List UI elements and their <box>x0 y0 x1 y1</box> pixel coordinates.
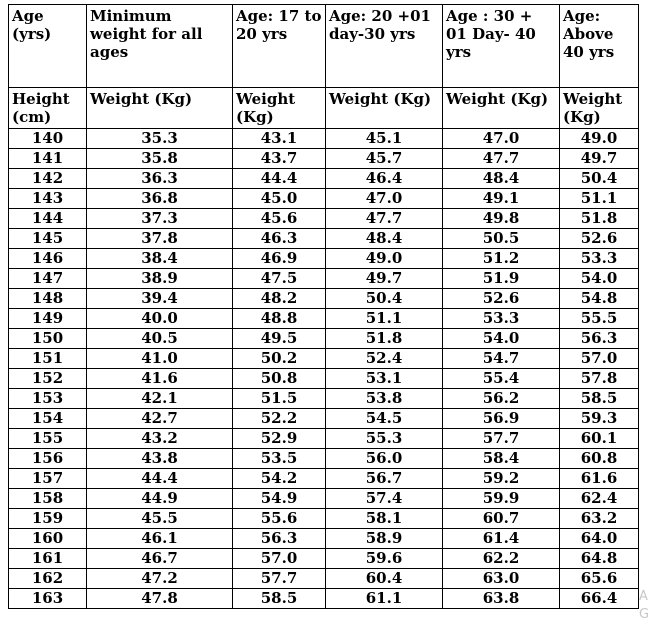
weight-30-40-cell: 47.0 <box>443 129 560 149</box>
table-row <box>9 329 639 349</box>
weight-17-20-cell: 54.9 <box>233 489 326 509</box>
weight-above-40-cell: 49.0 <box>560 129 639 149</box>
table-row <box>9 589 639 609</box>
weight-20-30-cell: 45.1 <box>326 129 443 149</box>
weight-above-40-cell: 64.0 <box>560 529 639 549</box>
weight-17-20-cell: 51.5 <box>233 389 326 409</box>
height-cell: 162 <box>9 569 87 589</box>
table-row <box>9 509 639 529</box>
weight-30-40-cell: 61.4 <box>443 529 560 549</box>
min-weight-cell: 36.3 <box>87 169 233 189</box>
weight-20-30-cell: 58.9 <box>326 529 443 549</box>
height-cell: 158 <box>9 489 87 509</box>
height-cell: 150 <box>9 329 87 349</box>
weight-20-30-cell: 50.4 <box>326 289 443 309</box>
weight-30-40-cell: 53.3 <box>443 309 560 329</box>
table-row <box>9 149 639 169</box>
min-weight-cell: 42.1 <box>87 389 233 409</box>
header-weight-kg: Weight (Kg) <box>326 88 443 129</box>
height-cell: 153 <box>9 389 87 409</box>
table-row <box>9 249 639 269</box>
header-age-yrs: Age (yrs) <box>9 5 87 88</box>
weight-17-20-cell: 44.4 <box>233 169 326 189</box>
weight-above-40-cell: 64.8 <box>560 549 639 569</box>
min-weight-cell: 35.8 <box>87 149 233 169</box>
min-weight-cell: 38.4 <box>87 249 233 269</box>
weight-30-40-cell: 54.7 <box>443 349 560 369</box>
weight-above-40-cell: 57.8 <box>560 369 639 389</box>
table-row <box>9 389 639 409</box>
weight-17-20-cell: 50.2 <box>233 349 326 369</box>
height-cell: 161 <box>9 549 87 569</box>
header-weight-kg: Weight (Kg) <box>443 88 560 129</box>
weight-20-30-cell: 51.1 <box>326 309 443 329</box>
weight-20-30-cell: 52.4 <box>326 349 443 369</box>
table-row <box>9 469 639 489</box>
height-cell: 143 <box>9 189 87 209</box>
weight-17-20-cell: 52.9 <box>233 429 326 449</box>
height-cell: 157 <box>9 469 87 489</box>
weight-30-40-cell: 54.0 <box>443 329 560 349</box>
weight-above-40-cell: 65.6 <box>560 569 639 589</box>
height-cell: 145 <box>9 229 87 249</box>
header-age-17-20: Age: 17 to 20 yrs <box>233 5 326 88</box>
weight-20-30-cell: 61.1 <box>326 589 443 609</box>
weight-20-30-cell: 53.8 <box>326 389 443 409</box>
min-weight-cell: 46.7 <box>87 549 233 569</box>
weight-above-40-cell: 58.5 <box>560 389 639 409</box>
min-weight-cell: 36.8 <box>87 189 233 209</box>
weight-above-40-cell: 59.3 <box>560 409 639 429</box>
weight-30-40-cell: 58.4 <box>443 449 560 469</box>
weight-17-20-cell: 48.2 <box>233 289 326 309</box>
height-cell: 144 <box>9 209 87 229</box>
weight-above-40-cell: 49.7 <box>560 149 639 169</box>
height-cell: 152 <box>9 369 87 389</box>
min-weight-cell: 43.2 <box>87 429 233 449</box>
table-row <box>9 449 639 469</box>
weight-30-40-cell: 57.7 <box>443 429 560 449</box>
min-weight-cell: 37.8 <box>87 229 233 249</box>
min-weight-cell: 39.4 <box>87 289 233 309</box>
weight-above-40-cell: 54.0 <box>560 269 639 289</box>
weight-above-40-cell: 62.4 <box>560 489 639 509</box>
weight-17-20-cell: 52.2 <box>233 409 326 429</box>
weight-above-40-cell: 60.8 <box>560 449 639 469</box>
weight-30-40-cell: 63.0 <box>443 569 560 589</box>
height-cell: 163 <box>9 589 87 609</box>
weight-30-40-cell: 63.8 <box>443 589 560 609</box>
weight-17-20-cell: 50.8 <box>233 369 326 389</box>
weight-above-40-cell: 55.5 <box>560 309 639 329</box>
header-weight-kg: Weight (Kg) <box>233 88 326 129</box>
unit-header-row <box>9 88 639 129</box>
weight-20-30-cell: 48.4 <box>326 229 443 249</box>
weight-20-30-cell: 49.0 <box>326 249 443 269</box>
weight-20-30-cell: 55.3 <box>326 429 443 449</box>
header-minimum-weight: Minimum weight for all ages <box>87 5 233 88</box>
table-row <box>9 569 639 589</box>
weight-20-30-cell: 47.7 <box>326 209 443 229</box>
min-weight-cell: 40.0 <box>87 309 233 329</box>
weight-30-40-cell: 60.7 <box>443 509 560 529</box>
watermark-text: A G <box>639 589 649 622</box>
weight-20-30-cell: 56.0 <box>326 449 443 469</box>
min-weight-cell: 43.8 <box>87 449 233 469</box>
min-weight-cell: 44.9 <box>87 489 233 509</box>
weight-30-40-cell: 52.6 <box>443 289 560 309</box>
weight-above-40-cell: 53.3 <box>560 249 639 269</box>
weight-30-40-cell: 56.9 <box>443 409 560 429</box>
weight-17-20-cell: 45.0 <box>233 189 326 209</box>
header-age-above-40: Age: Above 40 yrs <box>560 5 639 88</box>
table-row <box>9 309 639 329</box>
weight-17-20-cell: 58.5 <box>233 589 326 609</box>
weight-17-20-cell: 56.3 <box>233 529 326 549</box>
table-row <box>9 489 639 509</box>
header-age-30-40: Age : 30 + 01 Day- 40 yrs <box>443 5 560 88</box>
weight-above-40-cell: 52.6 <box>560 229 639 249</box>
weight-17-20-cell: 54.2 <box>233 469 326 489</box>
min-weight-cell: 40.5 <box>87 329 233 349</box>
weight-20-30-cell: 51.8 <box>326 329 443 349</box>
weight-17-20-cell: 46.3 <box>233 229 326 249</box>
table-row <box>9 529 639 549</box>
header-age-20-30: Age: 20 +01 day-30 yrs <box>326 5 443 88</box>
header-weight-kg: Weight (Kg) <box>560 88 639 129</box>
table-row <box>9 349 639 369</box>
weight-17-20-cell: 46.9 <box>233 249 326 269</box>
min-weight-cell: 38.9 <box>87 269 233 289</box>
weight-20-30-cell: 60.4 <box>326 569 443 589</box>
height-cell: 156 <box>9 449 87 469</box>
table-row <box>9 429 639 449</box>
weight-17-20-cell: 53.5 <box>233 449 326 469</box>
weight-above-40-cell: 54.8 <box>560 289 639 309</box>
weight-20-30-cell: 49.7 <box>326 269 443 289</box>
weight-17-20-cell: 45.6 <box>233 209 326 229</box>
weight-30-40-cell: 56.2 <box>443 389 560 409</box>
weight-above-40-cell: 61.6 <box>560 469 639 489</box>
header-weight-kg: Weight (Kg) <box>87 88 233 129</box>
weight-17-20-cell: 48.8 <box>233 309 326 329</box>
height-cell: 160 <box>9 529 87 549</box>
table-row <box>9 369 639 389</box>
weight-30-40-cell: 49.1 <box>443 189 560 209</box>
height-cell: 147 <box>9 269 87 289</box>
weight-20-30-cell: 47.0 <box>326 189 443 209</box>
weight-20-30-cell: 54.5 <box>326 409 443 429</box>
table-row <box>9 209 639 229</box>
weight-30-40-cell: 48.4 <box>443 169 560 189</box>
min-weight-cell: 42.7 <box>87 409 233 429</box>
weight-above-40-cell: 51.1 <box>560 189 639 209</box>
table-row <box>9 409 639 429</box>
min-weight-cell: 37.3 <box>87 209 233 229</box>
min-weight-cell: 47.2 <box>87 569 233 589</box>
height-cell: 151 <box>9 349 87 369</box>
table-row <box>9 549 639 569</box>
weight-20-30-cell: 45.7 <box>326 149 443 169</box>
weight-above-40-cell: 63.2 <box>560 509 639 529</box>
height-cell: 146 <box>9 249 87 269</box>
weight-30-40-cell: 59.2 <box>443 469 560 489</box>
height-cell: 140 <box>9 129 87 149</box>
min-weight-cell: 41.6 <box>87 369 233 389</box>
weight-30-40-cell: 49.8 <box>443 209 560 229</box>
min-weight-cell: 41.0 <box>87 349 233 369</box>
height-cell: 159 <box>9 509 87 529</box>
table-row <box>9 189 639 209</box>
weight-above-40-cell: 56.3 <box>560 329 639 349</box>
weight-17-20-cell: 57.0 <box>233 549 326 569</box>
min-weight-cell: 47.8 <box>87 589 233 609</box>
height-cell: 149 <box>9 309 87 329</box>
weight-above-40-cell: 57.0 <box>560 349 639 369</box>
header-height-cm: Height (cm) <box>9 88 87 129</box>
weight-20-30-cell: 56.7 <box>326 469 443 489</box>
table-row <box>9 289 639 309</box>
height-weight-table <box>8 4 639 609</box>
weight-20-30-cell: 57.4 <box>326 489 443 509</box>
weight-17-20-cell: 43.1 <box>233 129 326 149</box>
weight-above-40-cell: 51.8 <box>560 209 639 229</box>
table-row <box>9 269 639 289</box>
weight-17-20-cell: 49.5 <box>233 329 326 349</box>
weight-30-40-cell: 55.4 <box>443 369 560 389</box>
min-weight-cell: 46.1 <box>87 529 233 549</box>
height-cell: 155 <box>9 429 87 449</box>
weight-30-40-cell: 51.9 <box>443 269 560 289</box>
min-weight-cell: 44.4 <box>87 469 233 489</box>
weight-17-20-cell: 55.6 <box>233 509 326 529</box>
weight-17-20-cell: 43.7 <box>233 149 326 169</box>
weight-30-40-cell: 47.7 <box>443 149 560 169</box>
weight-30-40-cell: 62.2 <box>443 549 560 569</box>
weight-30-40-cell: 59.9 <box>443 489 560 509</box>
age-header-row <box>9 5 639 88</box>
height-cell: 142 <box>9 169 87 189</box>
table-row <box>9 229 639 249</box>
height-cell: 154 <box>9 409 87 429</box>
weight-20-30-cell: 46.4 <box>326 169 443 189</box>
min-weight-cell: 35.3 <box>87 129 233 149</box>
weight-17-20-cell: 57.7 <box>233 569 326 589</box>
height-cell: 148 <box>9 289 87 309</box>
weight-20-30-cell: 53.1 <box>326 369 443 389</box>
weight-30-40-cell: 50.5 <box>443 229 560 249</box>
weight-above-40-cell: 66.4 <box>560 589 639 609</box>
weight-above-40-cell: 60.1 <box>560 429 639 449</box>
weight-30-40-cell: 51.2 <box>443 249 560 269</box>
weight-17-20-cell: 47.5 <box>233 269 326 289</box>
table-row <box>9 129 639 149</box>
table-row <box>9 169 639 189</box>
weight-20-30-cell: 59.6 <box>326 549 443 569</box>
weight-20-30-cell: 58.1 <box>326 509 443 529</box>
weight-above-40-cell: 50.4 <box>560 169 639 189</box>
min-weight-cell: 45.5 <box>87 509 233 529</box>
height-cell: 141 <box>9 149 87 169</box>
